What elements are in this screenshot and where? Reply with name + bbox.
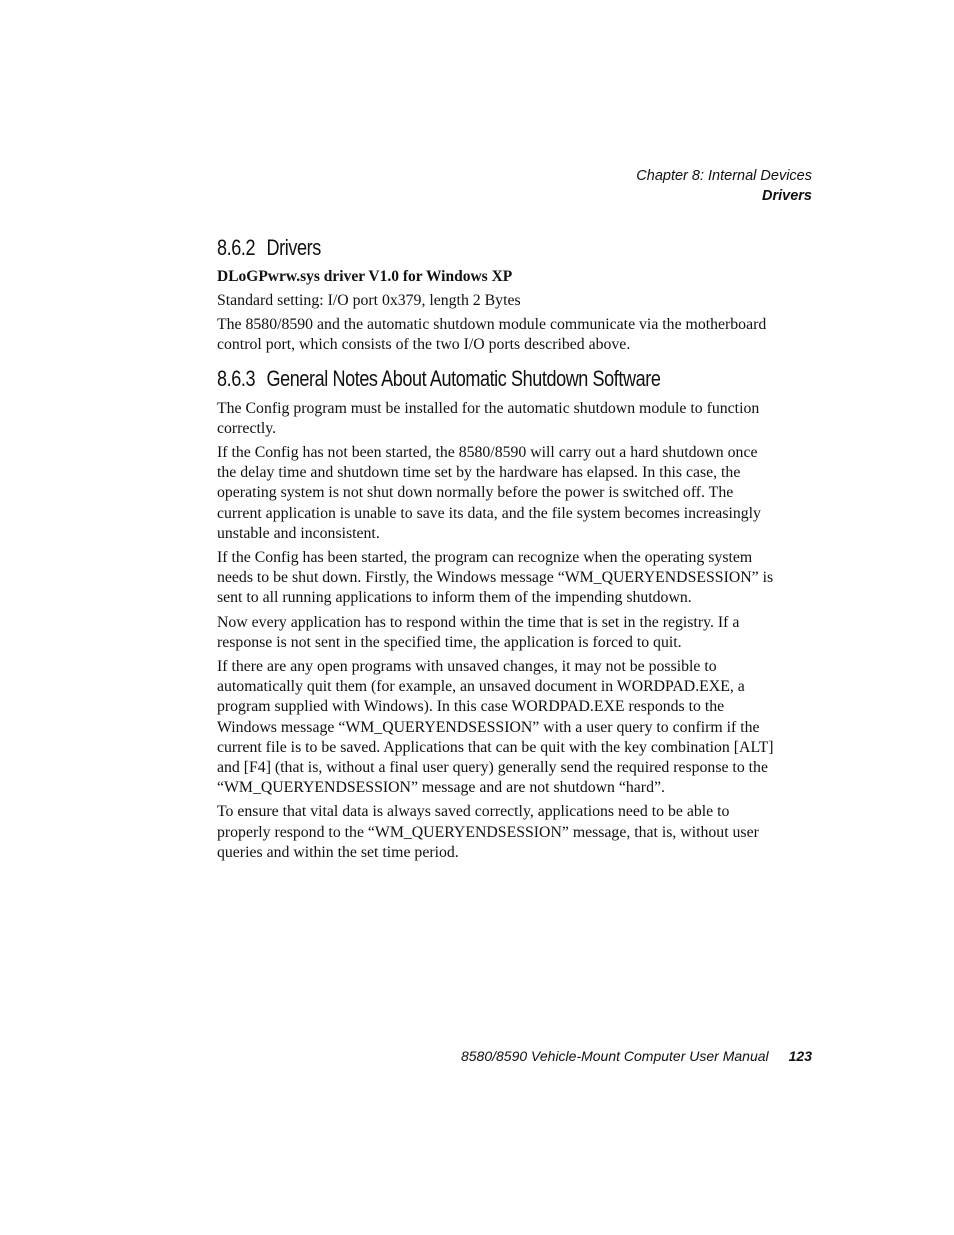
section-number: 8.6.3 xyxy=(217,365,256,391)
page-number: 123 xyxy=(788,1048,812,1064)
section-heading-shutdown-notes xyxy=(217,363,678,395)
manual-title: 8580/8590 Vehicle-Mount Computer User Manual xyxy=(460,1048,769,1064)
paragraph: To ensure that vital data is always saved correctly, applications need to be able to properly respond to the “WM_QUERYENDSESSION” message, that is, without user queries and within the set time period. xyxy=(217,803,759,861)
paragraph: If there are any open programs with unsaved changes, it may not be possible to automatically quit them (for example, an unsaved document in WORDPAD.EXE, a program supplied with Windows). In this case WORDPAD.EXE responds to the Windows message “WM_QUERYENDSESSION” with a user query to confirm if the current file is to be saved. Applications that can be quit with the key combination [ALT] and [F4] (that is, without a final user query) generally send the required response to the “WM_QUERYENDSESSION” message and are not shutdown “hard”. xyxy=(217,658,774,797)
section-title: General Notes About Automatic Shutdown Software xyxy=(266,365,661,391)
running-footer xyxy=(461,1046,812,1066)
section-heading-drivers xyxy=(217,232,678,264)
section-label: Drivers xyxy=(762,188,812,204)
running-header xyxy=(636,166,812,206)
paragraph: If the Config has been started, the program can recognize when the operating system needs to be shut down. Firstly, the Windows message “WM_QUERYENDSESSION” is sent to all running applications to inform them of the impending shutdown. xyxy=(217,549,774,607)
paragraph: The 8580/8590 and the automatic shutdown module communicate via the motherboard control port, which consists of the two I/O ports described above. xyxy=(217,316,767,354)
driver-subheading: DLoGPwrw.sys driver V1.0 for Windows XP xyxy=(217,268,513,285)
paragraph: Standard setting: I/O port 0x379, length 2 Bytes xyxy=(217,292,521,309)
section-number: 8.6.2 xyxy=(217,235,256,260)
section-title: Drivers xyxy=(266,235,321,260)
page-content xyxy=(217,232,779,863)
paragraph: If the Config has not been started, the 8580/8590 will carry out a hard shutdown once the delay time and shutdown time set by the hardware has elapsed. In this case, the operating system is not shut down normally before the power is switched off. The current application is unable to save its data, and the file system becomes increasingly unstable and inconsistent. xyxy=(217,444,761,542)
paragraph: Now every application has to respond within the time that is set in the registry. If a response is not sent in the specified time, the application is forced to quit. xyxy=(217,613,740,651)
paragraph: The Config program must be installed for the automatic shutdown module to function correctly. xyxy=(217,399,760,437)
chapter-label: Chapter 8: Internal Devices xyxy=(636,168,812,184)
